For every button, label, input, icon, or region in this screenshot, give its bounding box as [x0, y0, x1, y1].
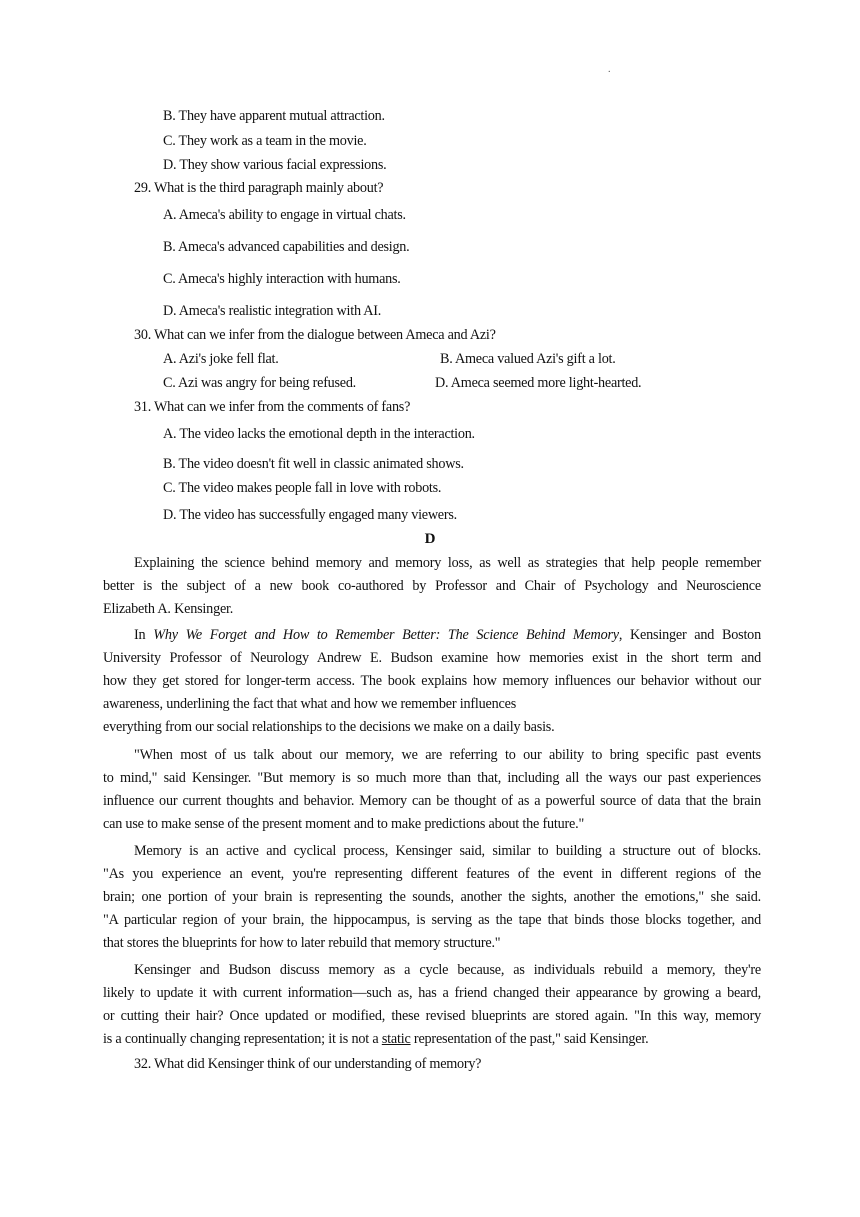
paragraph-4-line-1: Memory is an active and cyclical process, Kensinger said, similar to building a structure out of blocks. — [134, 843, 761, 859]
q29-option-b: B. Ameca's advanced capabilities and design. — [163, 239, 410, 255]
paragraph-2-line-4: awareness, underlining the fact that what and how we remember influences — [103, 696, 517, 712]
q30-option-c: C. Azi was angry for being refused. — [163, 375, 356, 391]
paragraph-1-line-2: better is the subject of a new book co-authored by Professor and Chair of Psychology and Neuroscience — [103, 578, 761, 594]
q31-option-d: D. The video has successfully engaged many viewers. — [163, 507, 457, 523]
section-title: D — [424, 531, 436, 547]
paragraph-3 — [103, 744, 761, 836]
q30-option-d: D. Ameca seemed more light-hearted. — [435, 375, 642, 391]
paragraph-4-line-2: "As you experience an event, you're representing different features of the event in different regions of the — [103, 866, 761, 882]
q29-stem: 29. What is the third paragraph mainly about? — [134, 180, 384, 196]
paragraph-4-line-3: brain; one portion of your brain is representing the sounds, another the sights, another the emotions," she said. — [103, 889, 761, 905]
paragraph-5-line-4-before: is a continually changing representation; it is not a — [103, 1031, 379, 1047]
paragraph-3-line-3: influence our current thoughts and behavior. Memory can be thought of as a powerful source of data that the brain — [103, 793, 761, 809]
q32-stem: 32. What did Kensinger think of our understanding of memory? — [134, 1056, 482, 1072]
q30-option-b: B. Ameca valued Azi's gift a lot. — [440, 351, 616, 367]
paragraph-2-line-2: University Professor of Neurology Andrew E. Budson examine how memories exist in the short term and — [103, 650, 761, 666]
q28-option-b: B. They have apparent mutual attraction. — [163, 108, 385, 124]
paragraph-1 — [103, 552, 761, 621]
q30-option-a: A. Azi's joke fell flat. — [163, 351, 279, 367]
paragraph-4-line-4: "A particular region of your brain, the hippocampus, is serving as the tape that binds those blocks together, and — [103, 912, 761, 928]
paragraph-2 — [103, 624, 761, 739]
paragraph-5-line-4 — [103, 1028, 761, 1051]
q28-option-d: D. They show various facial expressions. — [163, 157, 387, 173]
paragraph-1-line-3: Elizabeth A. Kensinger. — [103, 601, 234, 617]
corner-mark: . — [608, 64, 611, 75]
paragraph-2-line-5: everything from our social relationships to the decisions we make on a daily basis. — [103, 719, 555, 735]
paragraph-5-line-4-after: representation of the past," said Kensinger. — [413, 1031, 649, 1047]
book-title: Why We Forget and How to Remember Better: The Science Behind Memory — [153, 627, 619, 643]
paragraph-5-line-3: or cutting their hair? Once updated or modified, these revised blueprints are stored again. "In this way, memory — [103, 1008, 761, 1024]
q28-option-c: C. They work as a team in the movie. — [163, 133, 367, 149]
q30-stem: 30. What can we infer from the dialogue between Ameca and Azi? — [134, 327, 496, 343]
paragraph-3-line-4: can use to make sense of the present moment and to make predictions about the future." — [103, 816, 585, 832]
paragraph-4-line-5: that stores the blueprints for how to later rebuild that memory structure." — [103, 935, 501, 951]
paragraph-2-line-1 — [103, 624, 761, 647]
paragraph-4 — [103, 840, 761, 955]
q29-option-a: A. Ameca's ability to engage in virtual chats. — [163, 207, 406, 223]
paragraph-5-line-2: likely to update it with current information—such as, has a friend changed their appearance by growing a beard, — [103, 985, 761, 1001]
q31-option-c: C. The video makes people fall in love with robots. — [163, 480, 442, 496]
paragraph-5 — [103, 959, 761, 1051]
q29-option-d: D. Ameca's realistic integration with AI. — [163, 303, 382, 319]
q31-option-b: B. The video doesn't fit well in classic animated shows. — [163, 456, 464, 472]
q31-option-a: A. The video lacks the emotional depth in the interaction. — [163, 426, 475, 442]
paragraph-3-line-2: to mind," said Kensinger. "But memory is so much more than that, including all the ways our past experiences — [103, 770, 761, 786]
underlined-word-static: static — [381, 1031, 411, 1047]
paragraph-3-line-1: "When most of us talk about our memory, we are referring to our ability to bring specific past events — [134, 747, 761, 763]
paragraph-1-line-1: Explaining the science behind memory and memory loss, as well as strategies that help people remember — [134, 555, 761, 571]
q29-option-c: C. Ameca's highly interaction with humans. — [163, 271, 401, 287]
paragraph-5-line-1: Kensinger and Budson discuss memory as a cycle because, as individuals rebuild a memory, they're — [134, 962, 761, 978]
paragraph-2-in: In — [134, 627, 146, 643]
paragraph-2-line-3: how they get stored for longer-term access. The book explains how memory influences our behavior without our — [103, 673, 761, 689]
paragraph-2-line-1-rest: , Kensinger and Boston — [618, 627, 761, 643]
q31-stem: 31. What can we infer from the comments of fans? — [134, 399, 411, 415]
